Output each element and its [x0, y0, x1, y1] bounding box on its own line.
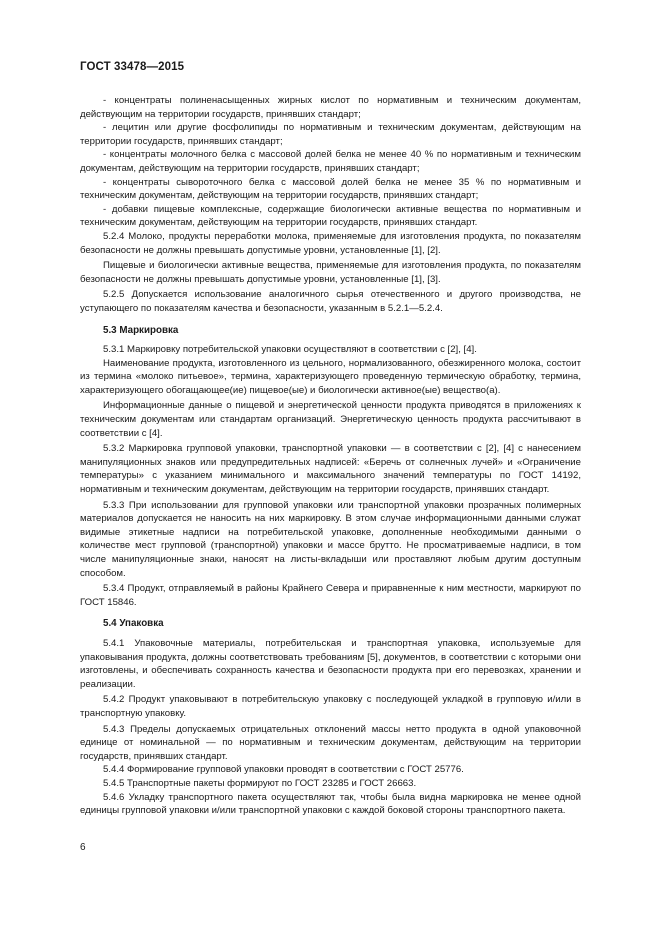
- paragraph-5-3-2: 5.3.2 Маркировка групповой упаковки, транспортной упаковки — в соответствии с [2], [4] с нанесением манипуляционных знаков или предупредительных надписей: «Беречь от солнечных лучей» и «Ограничение температуры» с указанием минимального и максимального значений температуры по ГОСТ 14192, нормативным и техническим документам, действующим на территории государств, принявших стандарт.: [80, 443, 581, 496]
- paragraph-5-4-4: 5.4.4 Формирование групповой упаковки проводят в соответствии с ГОСТ 25776.: [103, 764, 464, 776]
- page-body: [80, 94, 581, 818]
- paragraph-5-3-1: 5.3.1 Маркировку потребительской упаковки осуществляют в соответствии с [2], [4].: [103, 344, 477, 356]
- section-heading-marking: 5.3 Маркировка: [103, 324, 179, 336]
- paragraph-5-2-4: 5.2.4 Молоко, продукты переработки молока, применяемые для изготовления продукта, по показателям безопасности не должны превышать допустимые уровни, установленные [1], [2].: [80, 230, 581, 256]
- section-heading-packaging: 5.4 Упаковка: [103, 618, 164, 630]
- list-item: - добавки пищевые комплексные, содержащие биологически активные вещества по нормативным и техническим документам, действующим на территории государств, принявших стандарт.: [80, 203, 581, 229]
- page-number: 6: [80, 842, 86, 853]
- paragraph: Информационные данные о пищевой и энергетической ценности продукта приводятся в приложениях к техническим документам или стандартам организаций. Энергетическую ценность продукта рассчитывают в соответствии с [4].: [80, 400, 581, 439]
- paragraph-5-4-2: 5.4.2 Продукт упаковывают в потребительскую упаковку с последующей укладкой в групповую и/или в транспортную упаковку.: [80, 694, 581, 719]
- paragraph-5-3-3: 5.3.3 При использовании для групповой упаковки или транспортной упаковки прозрачных полимерных материалов допускается не наносить на них маркировку. В этом случае информационными данными служат видимые этикетные надписи на потребительской упаковке, дополненные необходимыми данными о количестве мест групповой (транспортной) упаковки и массе брутто. Не просматриваемые надписи, в том числе манипуляционные знаки, наносят на листы-вкладыши или проставляют любым другим доступным способом.: [80, 499, 581, 579]
- paragraph-5-2-5: 5.2.5 Допускается использование аналогичного сырья отечественного и другого производства, не уступающего по показателям качества и безопасности, указанным в 5.2.1—5.2.4.: [80, 289, 581, 314]
- paragraph-5-4-3: 5.4.3 Пределы допускаемых отрицательных отклонений массы нетто продукта в одной упаковочной единице от номинальной — по нормативным и техническим документам, действующим на территории государств, принявших стандарт.: [80, 723, 581, 762]
- paragraph-5-4-6: 5.4.6 Укладку транспортного пакета осуществляют так, чтобы была видна маркировка не менее одной единицы групповой упаковки и/или транспортной упаковки с каждой боковой стороны транспортного пакета.: [80, 791, 581, 817]
- list-item: - концентраты молочного белка с массовой долей белка не менее 40 % по нормативным и техническим документам, действующим на территории государств, принявших стандарт;: [80, 149, 581, 174]
- list-item: - лецитин или другие фосфолипиды по нормативным и техническим документам, действующим на территории государств, принявших стандарт;: [80, 122, 581, 147]
- document-header: ГОСТ 33478—2015: [80, 61, 185, 73]
- list-item: - концентраты полиненасыщенных жирных кислот по нормативным и техническим документам, действующим на территории государств, принявших стандарт;: [80, 95, 581, 120]
- list-item: - концентраты сывороточного белка с массовой долей белка не менее 35 % по нормативным и техническим документам, действующим на территории государств, принявших стандарт;: [80, 176, 581, 202]
- paragraph-5-2-4-continued: Пищевые и биологически активные вещества, применяемые для изготовления продукта, по показателям безопасности не должны превышать допустимые уровни, установленные [1], [3].: [80, 260, 581, 285]
- paragraph: Наименование продукта, изготовленного из цельного, нормализованного, обезжиренного молока, состоит из термина «молоко питьевое», термина, характеризующего проведенную термическую обработку, термина, характеризующего обогащающее(ие) пищевое(ые) и биологически активное(ые) вещество(а).: [80, 357, 581, 396]
- paragraph-5-3-4: 5.3.4 Продукт, отправляемый в районы Крайнего Севера и приравненные к ним местности, маркируют по ГОСТ 15846.: [80, 583, 581, 608]
- paragraph-5-4-1: 5.4.1 Упаковочные материалы, потребительская и транспортная упаковка, используемые для упаковывания продукта, должны соответствовать требованиям [5], документов, в соответствии с которыми они изготовлены, и обеспечивать сохранность качества и безопасности продукта при его перевозках, хранении и реализации.: [80, 637, 581, 690]
- paragraph-5-4-5: 5.4.5 Транспортные пакеты формируют по ГОСТ 23285 и ГОСТ 26663.: [103, 777, 417, 789]
